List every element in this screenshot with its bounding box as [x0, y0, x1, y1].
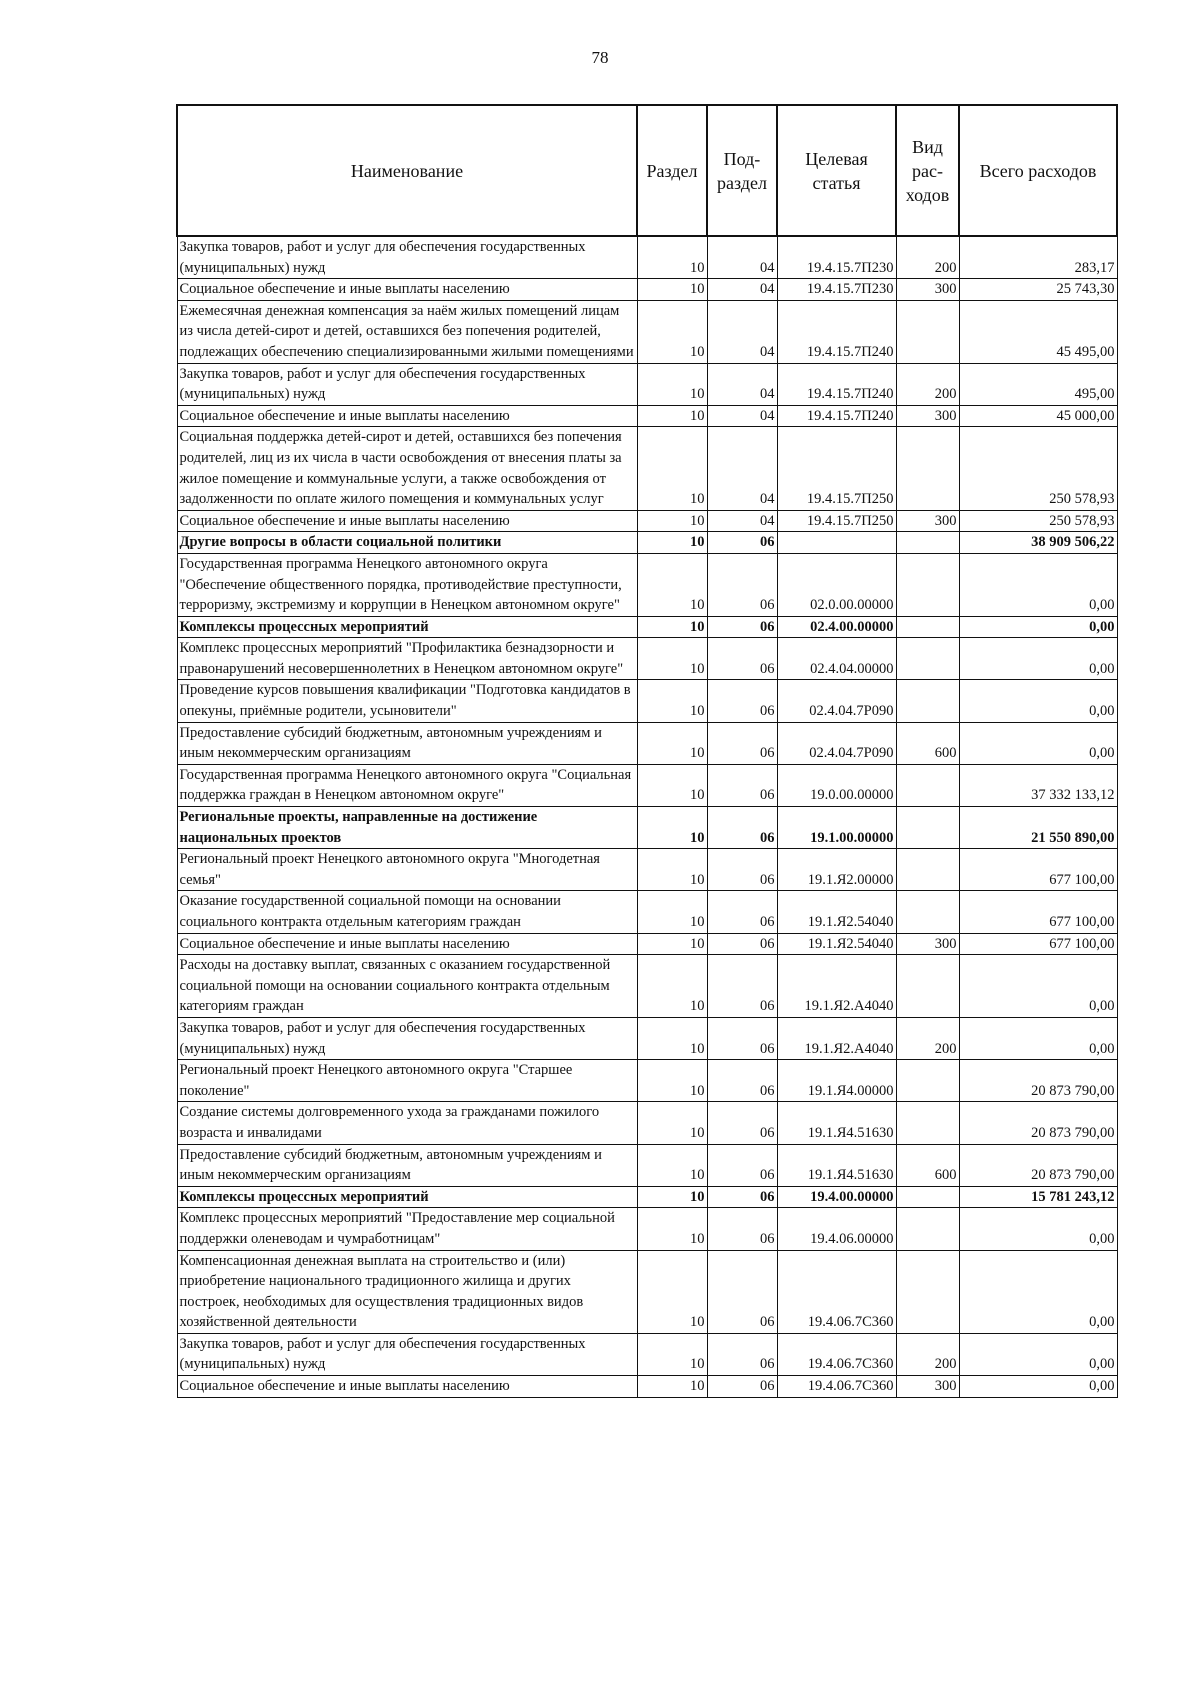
- cell-section: 10: [637, 427, 707, 510]
- cell-name: Государственная программа Ненецкого автономного округа "Социальная поддержка граждан в Ненецком автономном округе": [177, 764, 637, 806]
- cell-section: 10: [637, 680, 707, 722]
- cell-name: Предоставление субсидий бюджетным, автономным учреждениям и иным некоммерческим организациям: [177, 1144, 637, 1186]
- cell-section: 10: [637, 1102, 707, 1144]
- cell-article: 19.1.Я2.А4040: [777, 1017, 896, 1059]
- cell-type: 200: [896, 236, 959, 279]
- cell-section: 10: [637, 1250, 707, 1333]
- cell-subsection: 06: [707, 1208, 777, 1250]
- table-row: [177, 532, 1117, 554]
- cell-article: 02.4.04.7Р090: [777, 722, 896, 764]
- cell-total: 677 100,00: [959, 849, 1117, 891]
- table-row: [177, 1060, 1117, 1102]
- cell-article: 19.4.06.7С360: [777, 1250, 896, 1333]
- cell-name: Комплексы процессных мероприятий: [177, 616, 637, 638]
- cell-section: 10: [637, 891, 707, 933]
- table-row: [177, 300, 1117, 363]
- cell-name: Региональные проекты, направленные на достижение национальных проектов: [177, 807, 637, 849]
- cell-type: [896, 1102, 959, 1144]
- cell-total: 677 100,00: [959, 933, 1117, 955]
- cell-total: 0,00: [959, 680, 1117, 722]
- cell-article: 19.4.15.7П240: [777, 363, 896, 405]
- cell-section: 10: [637, 638, 707, 680]
- cell-subsection: 06: [707, 722, 777, 764]
- cell-article: 19.1.00.00000: [777, 807, 896, 849]
- cell-subsection: 06: [707, 616, 777, 638]
- cell-article: 02.0.00.00000: [777, 553, 896, 616]
- cell-name: Государственная программа Ненецкого автономного округа "Обеспечение общественного порядка, противодействие преступности, терроризму, экстремизму и коррупции в Ненецком автономном округе": [177, 553, 637, 616]
- cell-article: 19.4.15.7П240: [777, 405, 896, 427]
- table-row: [177, 1208, 1117, 1250]
- cell-total: 677 100,00: [959, 891, 1117, 933]
- cell-article: 19.4.15.7П230: [777, 279, 896, 301]
- cell-total: 15 781 243,12: [959, 1186, 1117, 1208]
- cell-type: [896, 553, 959, 616]
- cell-total: 25 743,30: [959, 279, 1117, 301]
- table-row: [177, 764, 1117, 806]
- cell-subsection: 04: [707, 363, 777, 405]
- cell-subsection: 06: [707, 553, 777, 616]
- cell-subsection: 06: [707, 955, 777, 1018]
- table-row: [177, 1186, 1117, 1208]
- cell-total: 0,00: [959, 1017, 1117, 1059]
- cell-article: 19.1.Я4.51630: [777, 1144, 896, 1186]
- cell-section: 10: [637, 279, 707, 301]
- cell-total: 0,00: [959, 1376, 1117, 1398]
- cell-article: [777, 532, 896, 554]
- cell-section: 10: [637, 933, 707, 955]
- table-row: [177, 553, 1117, 616]
- cell-article: 19.4.06.7С360: [777, 1376, 896, 1398]
- cell-subsection: 06: [707, 1102, 777, 1144]
- cell-section: 10: [637, 236, 707, 279]
- table-row: [177, 363, 1117, 405]
- cell-subsection: 04: [707, 236, 777, 279]
- cell-total: 0,00: [959, 553, 1117, 616]
- cell-article: 19.1.Я4.00000: [777, 1060, 896, 1102]
- cell-article: 19.4.00.00000: [777, 1186, 896, 1208]
- table-row: [177, 891, 1117, 933]
- cell-section: 10: [637, 807, 707, 849]
- table-row: [177, 638, 1117, 680]
- cell-type: 200: [896, 1333, 959, 1375]
- cell-type: [896, 1250, 959, 1333]
- cell-article: 19.1.Я2.00000: [777, 849, 896, 891]
- table-row: [177, 933, 1117, 955]
- cell-article: 19.4.15.7П250: [777, 510, 896, 532]
- cell-section: 10: [637, 405, 707, 427]
- table-row: [177, 427, 1117, 510]
- cell-total: 250 578,93: [959, 427, 1117, 510]
- cell-subsection: 06: [707, 849, 777, 891]
- cell-name: Другие вопросы в области социальной политики: [177, 532, 637, 554]
- cell-subsection: 06: [707, 1250, 777, 1333]
- cell-section: 10: [637, 1060, 707, 1102]
- cell-type: [896, 616, 959, 638]
- cell-section: 10: [637, 363, 707, 405]
- cell-article: 19.4.15.7П230: [777, 236, 896, 279]
- header-subsection: Под- раздел: [707, 105, 777, 236]
- cell-name: Социальное обеспечение и иные выплаты населению: [177, 933, 637, 955]
- cell-name: Создание системы долговременного ухода за гражданами пожилого возраста и инвалидами: [177, 1102, 637, 1144]
- header-type: Вид рас- ходов: [896, 105, 959, 236]
- cell-total: 283,17: [959, 236, 1117, 279]
- cell-total: 0,00: [959, 638, 1117, 680]
- cell-name: Региональный проект Ненецкого автономного округа "Старшее поколение": [177, 1060, 637, 1102]
- cell-article: 02.4.04.00000: [777, 638, 896, 680]
- cell-name: Закупка товаров, работ и услуг для обеспечения государственных (муниципальных) нужд: [177, 363, 637, 405]
- cell-type: [896, 532, 959, 554]
- cell-type: [896, 1186, 959, 1208]
- cell-total: 0,00: [959, 616, 1117, 638]
- cell-subsection: 06: [707, 638, 777, 680]
- cell-total: 20 873 790,00: [959, 1060, 1117, 1102]
- cell-article: 19.1.Я2.54040: [777, 933, 896, 955]
- table-header: [177, 105, 1117, 236]
- cell-type: 600: [896, 1144, 959, 1186]
- cell-type: 300: [896, 405, 959, 427]
- cell-section: 10: [637, 300, 707, 363]
- cell-section: 10: [637, 532, 707, 554]
- cell-section: 10: [637, 955, 707, 1018]
- cell-type: 600: [896, 722, 959, 764]
- cell-section: 10: [637, 616, 707, 638]
- cell-section: 10: [637, 764, 707, 806]
- cell-type: 300: [896, 510, 959, 532]
- table-row: [177, 1144, 1117, 1186]
- cell-article: 19.4.06.00000: [777, 1208, 896, 1250]
- table-row: [177, 1376, 1117, 1398]
- table-row: [177, 722, 1117, 764]
- cell-subsection: 04: [707, 510, 777, 532]
- cell-subsection: 06: [707, 891, 777, 933]
- cell-name: Социальное обеспечение и иные выплаты населению: [177, 279, 637, 301]
- cell-type: 300: [896, 933, 959, 955]
- cell-name: Расходы на доставку выплат, связанных с оказанием государственной социальной помощи на основании социального контракта отдельным категориям граждан: [177, 955, 637, 1018]
- cell-type: 300: [896, 279, 959, 301]
- cell-article: 19.1.Я2.А4040: [777, 955, 896, 1018]
- cell-type: [896, 891, 959, 933]
- cell-name: Компенсационная денежная выплата на строительство и (или) приобретение национального традиционного жилища и других построек, необходимых для осуществления традиционных видов хозяйственной деятельности: [177, 1250, 637, 1333]
- cell-total: 20 873 790,00: [959, 1144, 1117, 1186]
- table-row: [177, 955, 1117, 1018]
- cell-type: [896, 849, 959, 891]
- cell-total: 20 873 790,00: [959, 1102, 1117, 1144]
- table-row: [177, 1102, 1117, 1144]
- cell-total: 0,00: [959, 1250, 1117, 1333]
- cell-name: Проведение курсов повышения квалификации "Подготовка кандидатов в опекуны, приёмные родители, усыновители": [177, 680, 637, 722]
- cell-article: 19.4.06.7С360: [777, 1333, 896, 1375]
- cell-type: [896, 955, 959, 1018]
- cell-name: Комплекс процессных мероприятий "Профилактика безнадзорности и правонарушений несовершеннолетних в Ненецком автономном округе": [177, 638, 637, 680]
- cell-section: 10: [637, 722, 707, 764]
- cell-section: 10: [637, 1376, 707, 1398]
- cell-article: 02.4.04.7Р090: [777, 680, 896, 722]
- cell-type: 300: [896, 1376, 959, 1398]
- cell-total: 0,00: [959, 955, 1117, 1018]
- cell-section: 10: [637, 1186, 707, 1208]
- cell-name: Закупка товаров, работ и услуг для обеспечения государственных (муниципальных) нужд: [177, 1333, 637, 1375]
- cell-type: [896, 1208, 959, 1250]
- cell-subsection: 06: [707, 933, 777, 955]
- cell-article: 19.1.Я4.51630: [777, 1102, 896, 1144]
- cell-subsection: 06: [707, 1333, 777, 1375]
- table-row: [177, 1333, 1117, 1375]
- cell-article: 19.4.15.7П250: [777, 427, 896, 510]
- cell-subsection: 06: [707, 680, 777, 722]
- cell-name: Социальное обеспечение и иные выплаты населению: [177, 510, 637, 532]
- cell-type: [896, 680, 959, 722]
- cell-total: 45 000,00: [959, 405, 1117, 427]
- table-row: [177, 1017, 1117, 1059]
- cell-subsection: 06: [707, 1017, 777, 1059]
- cell-name: Предоставление субсидий бюджетным, автономным учреждениям и иным некоммерческим организациям: [177, 722, 637, 764]
- cell-total: 38 909 506,22: [959, 532, 1117, 554]
- cell-total: 0,00: [959, 722, 1117, 764]
- cell-name: Региональный проект Ненецкого автономного округа "Многодетная семья": [177, 849, 637, 891]
- cell-name: Закупка товаров, работ и услуг для обеспечения государственных (муниципальных) нужд: [177, 1017, 637, 1059]
- cell-name: Социальное обеспечение и иные выплаты населению: [177, 1376, 637, 1398]
- cell-type: [896, 1060, 959, 1102]
- table-row: [177, 1250, 1117, 1333]
- cell-article: 02.4.00.00000: [777, 616, 896, 638]
- cell-type: 200: [896, 1017, 959, 1059]
- cell-total: 250 578,93: [959, 510, 1117, 532]
- cell-section: 10: [637, 553, 707, 616]
- table-row: [177, 807, 1117, 849]
- cell-subsection: 04: [707, 427, 777, 510]
- cell-subsection: 06: [707, 1186, 777, 1208]
- cell-section: 10: [637, 510, 707, 532]
- table-row: [177, 680, 1117, 722]
- cell-type: [896, 300, 959, 363]
- cell-subsection: 04: [707, 405, 777, 427]
- cell-subsection: 04: [707, 300, 777, 363]
- cell-total: 37 332 133,12: [959, 764, 1117, 806]
- table-row: [177, 236, 1117, 279]
- cell-type: [896, 764, 959, 806]
- cell-name: Комплекс процессных мероприятий "Предоставление мер социальной поддержки оленеводам и чумработницам": [177, 1208, 637, 1250]
- cell-subsection: 06: [707, 1060, 777, 1102]
- cell-type: [896, 638, 959, 680]
- cell-type: [896, 427, 959, 510]
- cell-subsection: 06: [707, 1376, 777, 1398]
- cell-name: Социальное обеспечение и иные выплаты населению: [177, 405, 637, 427]
- header-article: Целевая статья: [777, 105, 896, 236]
- cell-type: 200: [896, 363, 959, 405]
- table-row: [177, 849, 1117, 891]
- cell-total: 495,00: [959, 363, 1117, 405]
- table-row: [177, 279, 1117, 301]
- cell-name: Ежемесячная денежная компенсация за наём жилых помещений лицам из числа детей-сирот и детей, оставшихся без попечения родителей, подлежащих обеспечению специализированными жилыми помещениями: [177, 300, 637, 363]
- cell-article: 19.0.00.00000: [777, 764, 896, 806]
- cell-section: 10: [637, 1208, 707, 1250]
- cell-subsection: 06: [707, 764, 777, 806]
- cell-section: 10: [637, 1017, 707, 1059]
- cell-subsection: 06: [707, 532, 777, 554]
- cell-subsection: 06: [707, 1144, 777, 1186]
- page-number: 78: [591, 48, 609, 67]
- header-section: Раздел: [637, 105, 707, 236]
- cell-total: 0,00: [959, 1208, 1117, 1250]
- table-row: [177, 616, 1117, 638]
- cell-name: Социальная поддержка детей-сирот и детей, оставшихся без попечения родителей, лиц из их числа в части освобождения от внесения платы за жилое помещение и коммунальные услуги, а также освобождения от задолженности по оплате жилого помещения и коммунальных услуг: [177, 427, 637, 510]
- cell-type: [896, 807, 959, 849]
- cell-name: Комплексы процессных мероприятий: [177, 1186, 637, 1208]
- table-row: [177, 405, 1117, 427]
- cell-section: 10: [637, 1333, 707, 1375]
- header-total: Всего расходов: [959, 105, 1117, 236]
- header-row: [177, 105, 1117, 236]
- cell-total: 0,00: [959, 1333, 1117, 1375]
- cell-article: 19.1.Я2.54040: [777, 891, 896, 933]
- cell-article: 19.4.15.7П240: [777, 300, 896, 363]
- cell-section: 10: [637, 849, 707, 891]
- cell-name: Закупка товаров, работ и услуг для обеспечения государственных (муниципальных) нужд: [177, 236, 637, 279]
- cell-total: 21 550 890,00: [959, 807, 1117, 849]
- cell-subsection: 04: [707, 279, 777, 301]
- header-name: Наименование: [177, 105, 637, 236]
- cell-subsection: 06: [707, 807, 777, 849]
- cell-name: Оказание государственной социальной помощи на основании социального контракта отдельным категориям граждан: [177, 891, 637, 933]
- cell-section: 10: [637, 1144, 707, 1186]
- table-row: [177, 510, 1117, 532]
- cell-total: 45 495,00: [959, 300, 1117, 363]
- table-body: [177, 236, 1117, 1397]
- budget-table: [176, 104, 1118, 1398]
